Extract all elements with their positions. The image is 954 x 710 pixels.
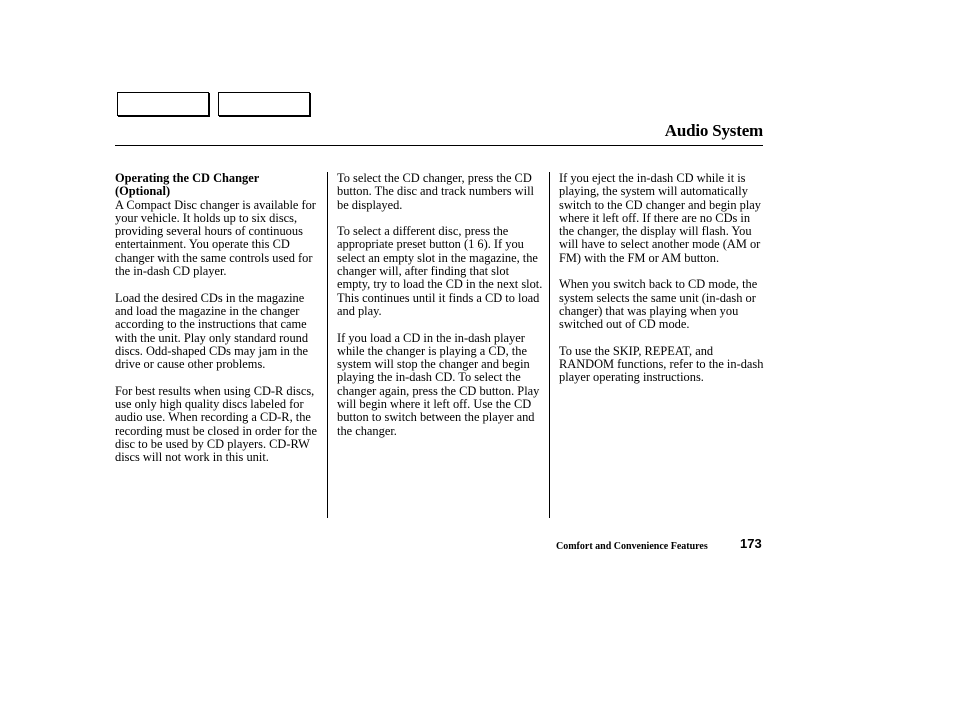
text-column-2 bbox=[337, 172, 543, 451]
nav-tab-previous[interactable] bbox=[117, 92, 209, 116]
paragraph: To select a different disc, press the appropriate preset button (1 6). If you select an empty slot in the magazine, the changer will, after finding that slot empty, try to load the CD in the next slot. This continues until it finds a CD to load and play. bbox=[337, 224, 543, 318]
text-column-1 bbox=[115, 172, 325, 478]
paragraph: Load the desired CDs in the magazine and load the magazine in the changer according to the instructions that came with the unit. Play only standard round discs. Odd-shaped CDs may jam in the drive or cause other problems. bbox=[115, 290, 309, 372]
paragraph: To use the SKIP, REPEAT, and RANDOM functions, refer to the in-dash player operating instructions. bbox=[559, 343, 764, 385]
paragraph: To select the CD changer, press the CD button. The disc and track numbers will be displayed. bbox=[337, 171, 534, 212]
paragraph: If you load a CD in the in-dash player while the changer is playing a CD, the system will stop the changer and begin playing the in-dash CD. To select the changer again, press the CD button. Play will begin where it left off. Use the CD button to switch between the player and the changer. bbox=[337, 330, 540, 438]
header-divider bbox=[115, 145, 763, 146]
page-number: 173 bbox=[740, 536, 762, 551]
paragraph: A Compact Disc changer is available for your vehicle. It holds up to six discs, providing several hours of continuous entertainment. You operate this CD changer with the same controls used for the in-dash CD player. bbox=[115, 197, 316, 279]
section-heading bbox=[115, 172, 325, 199]
column-divider bbox=[327, 172, 328, 518]
paragraph: For best results when using CD-R discs, use only high quality discs labeled for audio use. When recording a CD-R, the recording must be closed in order for the disc to be used by CD players. CD-RW discs will not work in this unit. bbox=[115, 383, 317, 465]
section-heading-line2: (Optional) bbox=[115, 184, 171, 199]
text-column-3 bbox=[559, 172, 765, 398]
paragraph: If you eject the in-dash CD while it is playing, the system will automatically switch to the CD changer and begin play where it left off. If there are no CDs in the changer, the display will flash. You will have to select another mode (AM or FM) with the FM or AM button. bbox=[559, 171, 761, 265]
paragraph: When you switch back to CD mode, the system selects the same unit (in-dash or changer) that was playing when you switched out of CD mode. bbox=[559, 277, 758, 332]
nav-tab-next[interactable] bbox=[218, 92, 310, 116]
column-divider bbox=[549, 172, 550, 518]
footer-section-label: Comfort and Convenience Features bbox=[556, 541, 708, 552]
page-title: Audio System bbox=[664, 121, 763, 140]
section-heading-line1: Operating the CD Changer bbox=[115, 171, 260, 185]
